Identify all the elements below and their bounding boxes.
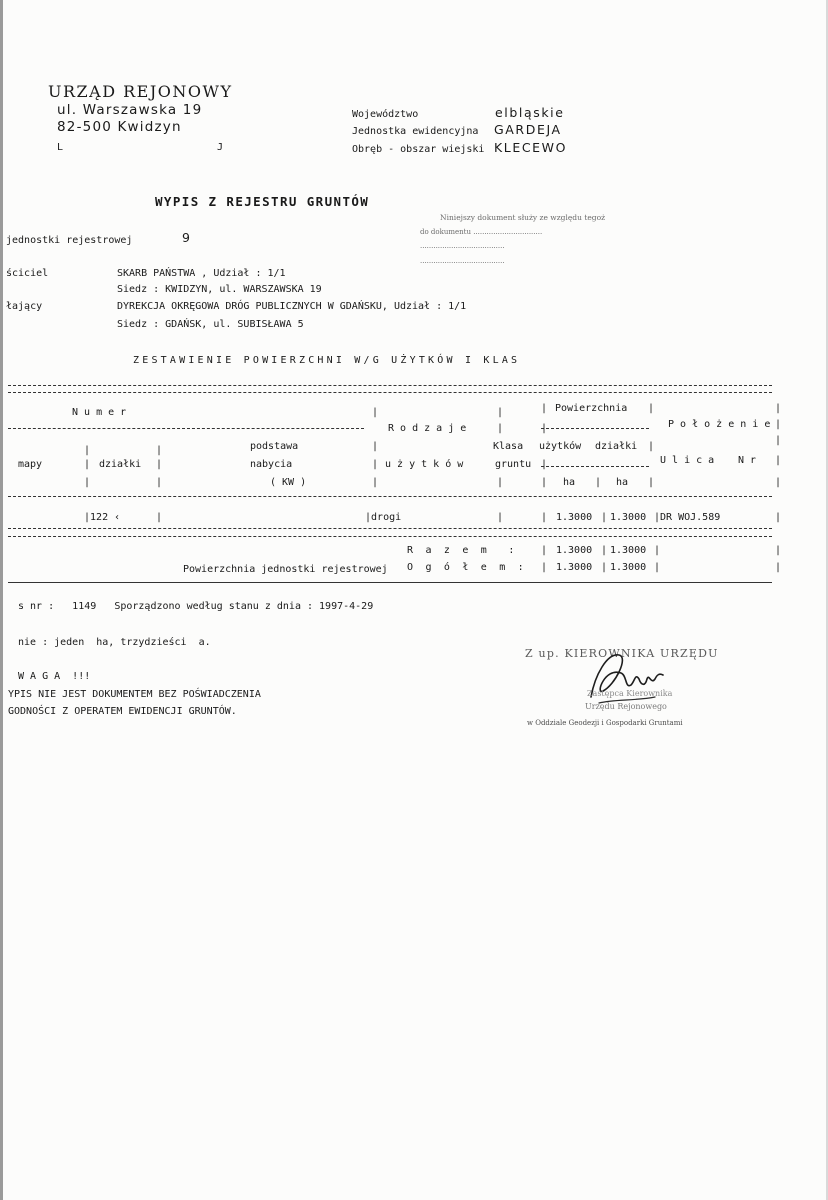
nr-line: s nr : 1149 Sporządzono według stanu z dnia : 1997-4-29 xyxy=(18,601,374,612)
pipe: | xyxy=(775,512,782,523)
pipe: | xyxy=(541,423,548,434)
pipe: | xyxy=(372,407,379,418)
pipe: | xyxy=(497,512,504,523)
pipe: | xyxy=(601,545,608,556)
pipe: | xyxy=(541,512,548,523)
pipe: | xyxy=(497,407,504,418)
warning-line-2: GODNOŚCI Z OPERATEM EWIDENCJI GRUNTÓW. xyxy=(8,706,237,717)
header-rule-numer xyxy=(8,428,364,429)
owner-line-2: Siedz : KWIDZYN, ul. WARSZAWSKA 19 xyxy=(117,284,322,295)
pipe: | xyxy=(84,459,91,470)
header-uzytkow: u ż y t k ó w xyxy=(385,459,464,470)
signature-line-1: Z up. KIEROWNIKA URZĘDU xyxy=(525,647,719,660)
ogolem-caption: Powierzchnia jednostki rejestrowej xyxy=(183,564,388,575)
row-pow-dzialki: 1.3000 xyxy=(610,512,647,523)
pipe: | xyxy=(648,403,655,414)
header-dzialki-col: działki xyxy=(595,441,638,452)
bracket-left: L xyxy=(57,142,64,153)
words-line: nie : jeden ha, trzydzieści a. xyxy=(18,637,211,648)
pipe: | xyxy=(775,562,782,573)
table-rule-body-bottom xyxy=(8,536,772,537)
header-dzialki: działki xyxy=(99,459,142,470)
razem-dzialki: 1.3000 xyxy=(610,545,647,556)
owner-label: ściciel xyxy=(6,268,49,279)
header-rule-ha xyxy=(541,466,649,467)
header-nr: N r xyxy=(738,455,757,466)
header-klasa: Klasa xyxy=(493,441,524,452)
header-numer: N u m e r xyxy=(72,407,127,418)
row-dzialka: |122 ‹ xyxy=(84,512,121,523)
manager-line-2: Siedz : GDAŃSK, ul. SUBISŁAWA 5 xyxy=(117,319,304,330)
document-title: WYPIS Z REJESTRU GRUNTÓW xyxy=(155,194,370,209)
faint-stamp-line-4: ...................................... xyxy=(420,257,505,265)
table-rule-top-2 xyxy=(8,392,772,393)
header-gruntu: gruntu xyxy=(495,459,532,470)
row-rodzaj: |drogi xyxy=(365,512,402,523)
pipe: | xyxy=(156,512,163,523)
table-rule-row-bottom xyxy=(8,528,772,529)
signature-line-2: Zastępca Kierownika xyxy=(587,689,673,698)
registry-unit-label: jednostki rejestrowej xyxy=(6,235,133,246)
unit-value: GARDEJA xyxy=(494,122,562,137)
ogolem-uzytkow: 1.3000 xyxy=(556,562,593,573)
header-powierzchnia: Powierzchnia xyxy=(555,403,628,414)
manager-label: łający xyxy=(6,301,43,312)
pipe: | xyxy=(541,477,548,488)
pipe: | xyxy=(601,512,608,523)
pipe: | xyxy=(775,403,782,414)
pipe: | xyxy=(541,403,548,414)
ogolem-dzialki: 1.3000 xyxy=(610,562,647,573)
header-podstawa-1: podstawa xyxy=(250,441,299,452)
table-rule-bottom xyxy=(8,582,772,583)
office-city: 82-500 Kwidzyn xyxy=(57,119,182,135)
registry-unit-value: 9 xyxy=(182,230,192,245)
row-dzialka-value: 122 xyxy=(90,512,109,523)
bracket-right: J xyxy=(217,142,224,153)
row-rodzaj-value: drogi xyxy=(371,512,402,523)
manager-line-1: DYREKCJA OKRĘGOWA DRÓG PUBLICZNYCH W GDAŃSKU, Udział : 1/1 xyxy=(117,301,467,312)
faint-stamp-line-3: ...................................... xyxy=(420,242,505,250)
ogolem-label: O g ó ł e m : xyxy=(407,562,527,573)
pipe: | xyxy=(372,477,379,488)
header-ha-2: ha xyxy=(616,477,629,488)
razem-label: R a z e m : xyxy=(407,545,518,556)
table-rule-top xyxy=(8,385,772,386)
pipe: | xyxy=(775,435,782,446)
unit-label: Jednostka ewidencyjna xyxy=(352,126,479,137)
pipe: | xyxy=(654,545,661,556)
row-ulica: |DR WOJ.589 xyxy=(654,512,721,523)
table-rule-header-bottom xyxy=(8,496,772,497)
pipe: | xyxy=(541,545,548,556)
pipe: | xyxy=(654,562,661,573)
pipe: | xyxy=(775,455,782,466)
voivodeship-label: Województwo xyxy=(352,109,419,120)
precinct-label: Obręb - obszar wiejski xyxy=(352,144,485,155)
pipe: | xyxy=(372,441,379,452)
pipe: | xyxy=(372,459,379,470)
pipe: | xyxy=(497,477,504,488)
row-ulica-value: DR WOJ.589 xyxy=(660,512,721,523)
header-podstawa-3: ( KW ) xyxy=(270,477,307,488)
voivodeship-value: elbląskie xyxy=(495,105,565,120)
pipe: | xyxy=(648,441,655,452)
signature-line-3: Urzędu Rejonowego xyxy=(585,702,667,711)
row-pow-uzytkow: 1.3000 xyxy=(556,512,593,523)
pipe: | xyxy=(156,445,163,456)
pipe: | xyxy=(497,423,504,434)
pipe: | xyxy=(541,459,548,470)
header-rodzaje: R o d z a j e xyxy=(388,423,467,434)
faint-stamp-line-2: do dokumentu ............................... xyxy=(420,228,543,236)
pipe: | xyxy=(775,477,782,488)
pipe: | xyxy=(156,459,163,470)
header-mapy: mapy xyxy=(18,459,43,470)
signature-line-4: w Oddziale Geodezji i Gospodarki Gruntami xyxy=(527,719,683,727)
owner-line-1: SKARB PAŃSTWA , Udział : 1/1 xyxy=(117,268,286,279)
pipe: | xyxy=(595,477,602,488)
pipe: | xyxy=(775,545,782,556)
header-rule-powierzchnia xyxy=(541,428,649,429)
pipe: | xyxy=(84,477,91,488)
header-podstawa-2: nabycia xyxy=(250,459,293,470)
header-ulica: U l i c a xyxy=(660,455,715,466)
pipe: | xyxy=(156,477,163,488)
header-ha-1: ha xyxy=(563,477,576,488)
header-polozenie: P o ł o ż e n i e xyxy=(668,419,771,430)
office-street: ul. Warszawska 19 xyxy=(57,102,203,118)
warning-title: W A G A !!! xyxy=(18,671,91,682)
pipe: | xyxy=(601,562,608,573)
pipe: | xyxy=(648,477,655,488)
razem-uzytkow: 1.3000 xyxy=(556,545,593,556)
header-uzytkow-col: użytków xyxy=(539,441,582,452)
precinct-value: KLECEWO xyxy=(494,140,568,155)
warning-line-1: YPIS NIE JEST DOKUMENTEM BEZ POŚWIADCZENIA xyxy=(8,689,261,700)
summary-title: ZESTAWIENIE POWIERZCHNI W/G UŻYTKÓW I KLAS xyxy=(133,355,521,366)
faint-stamp-line-1: Niniejszy dokument służy ze względu tegoż xyxy=(440,213,606,222)
pipe: | xyxy=(84,445,91,456)
pipe: | xyxy=(775,419,782,430)
pipe: | xyxy=(541,562,548,573)
office-name: URZĄD REJONOWY xyxy=(48,82,233,101)
scan-left-edge xyxy=(0,0,3,1200)
